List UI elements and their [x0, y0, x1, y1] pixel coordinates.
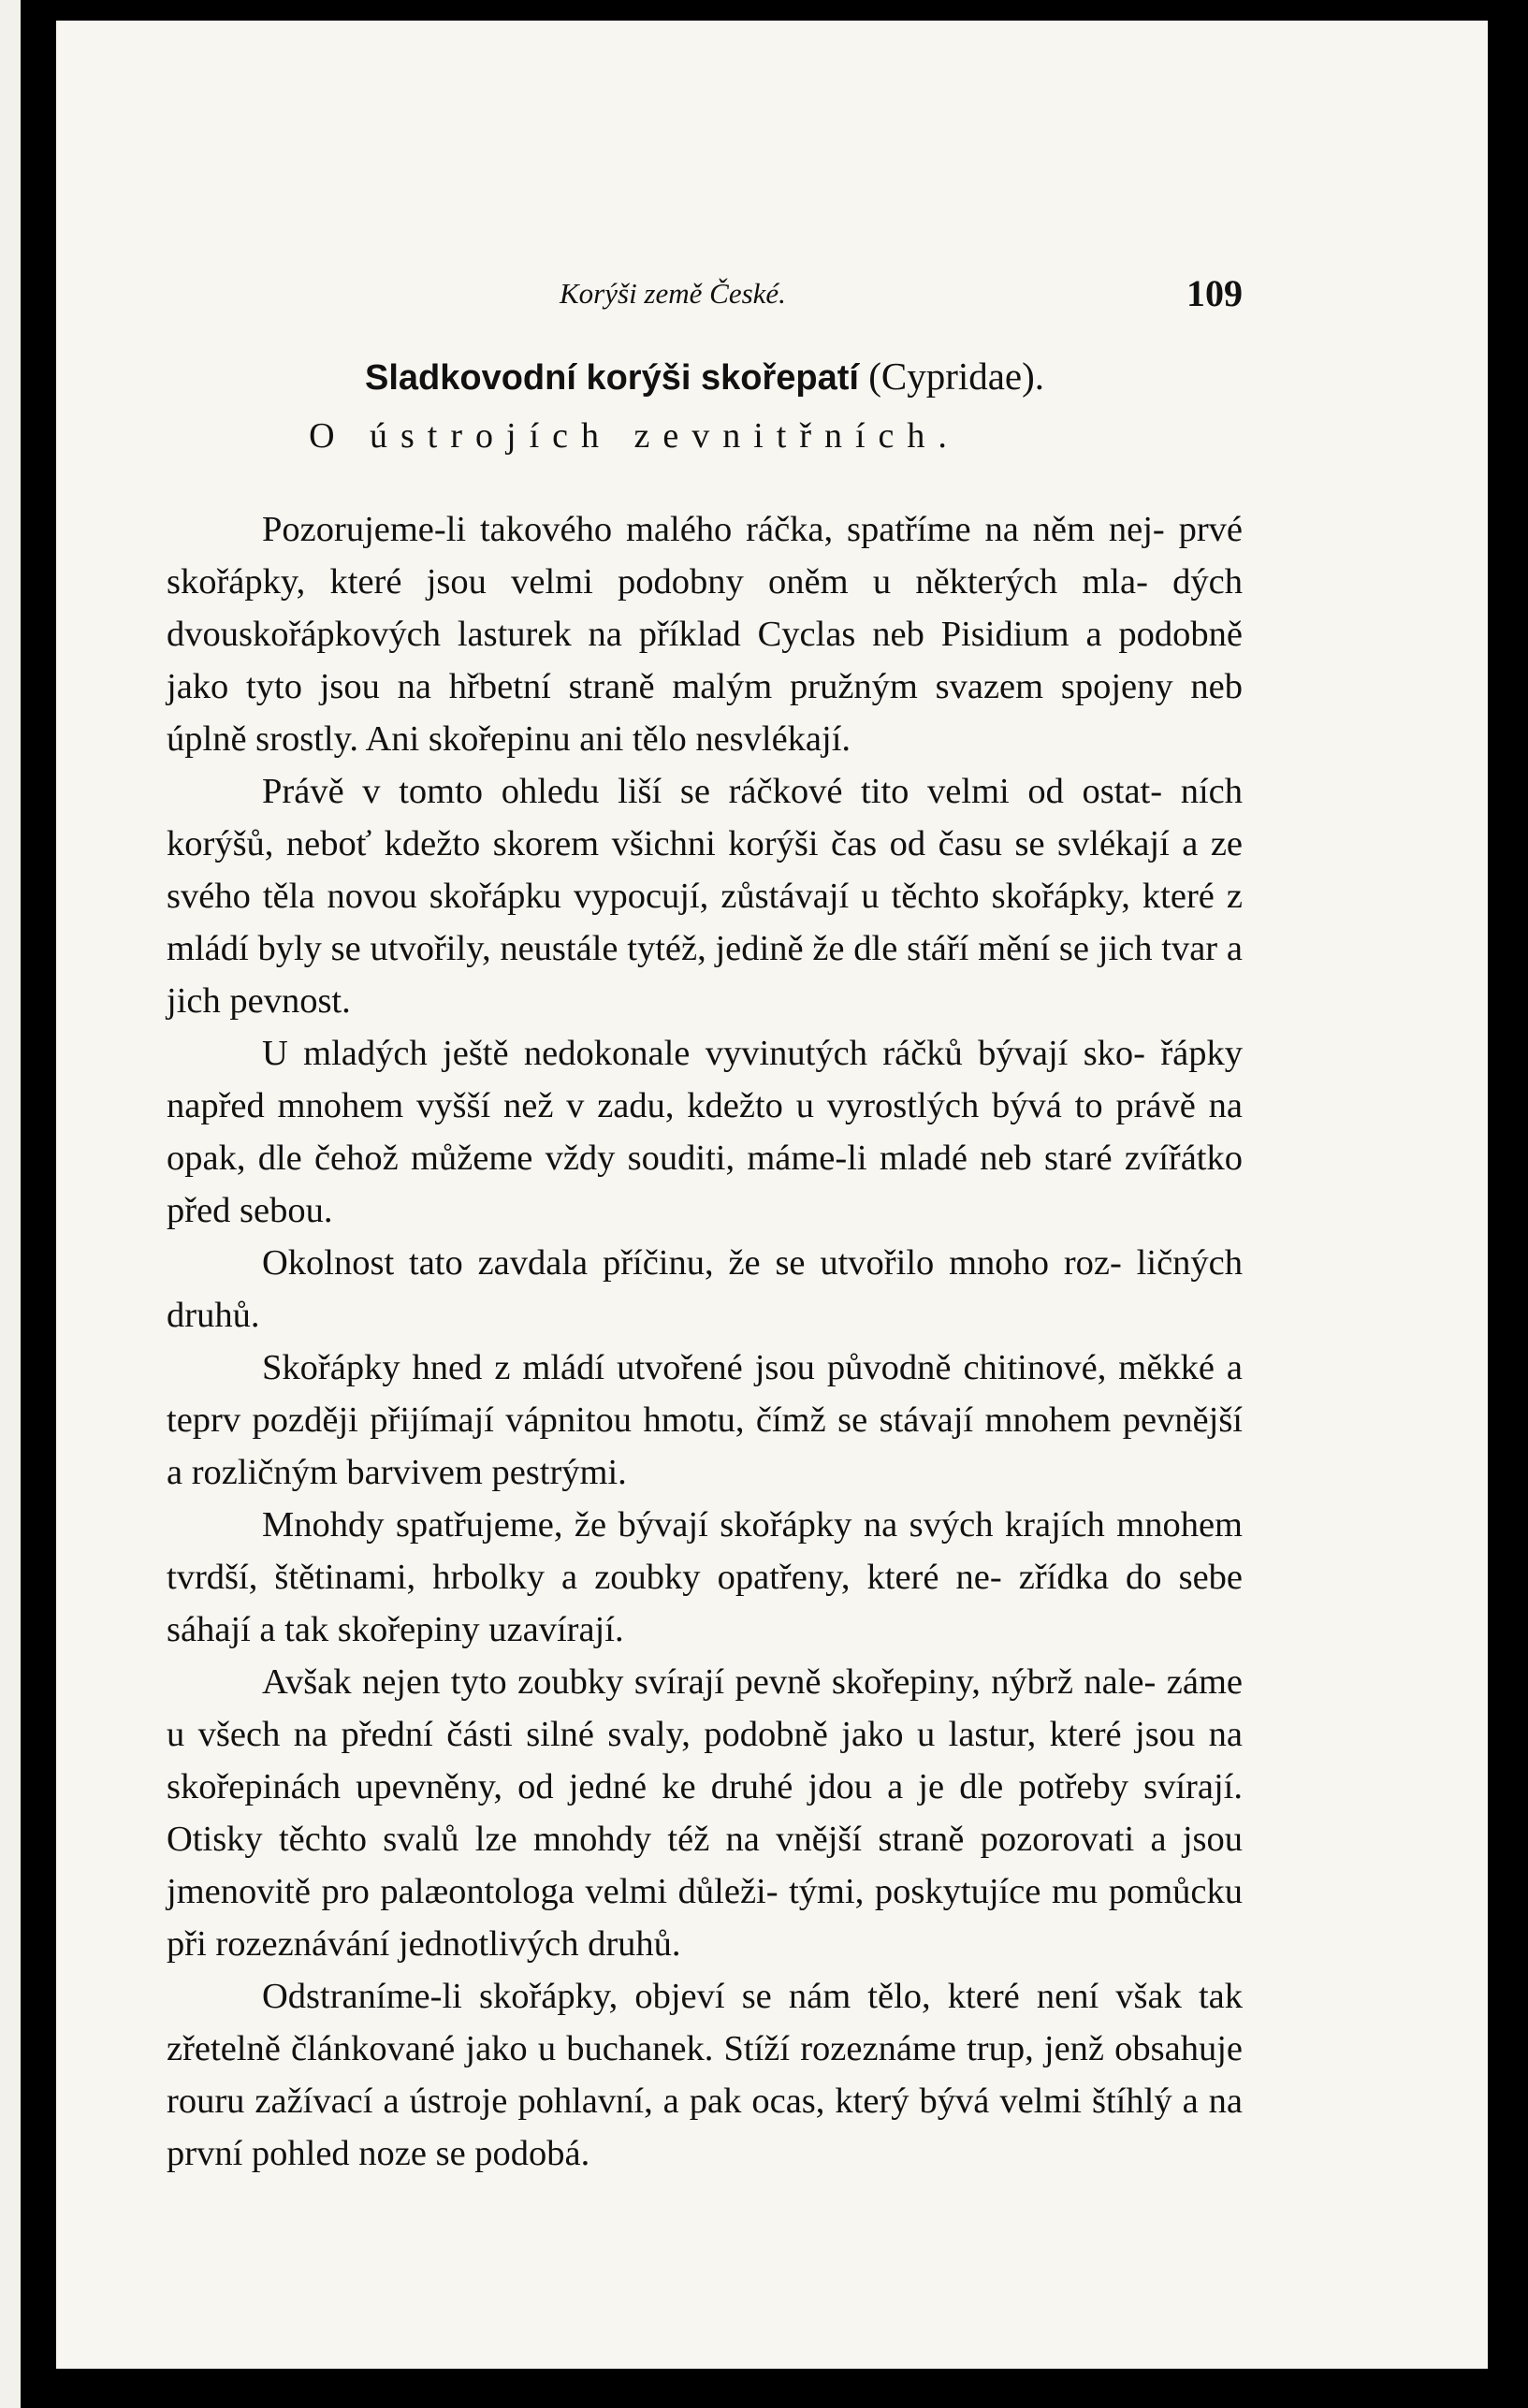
- paragraph: Avšak nejen tyto zoubky svírají pevně skořepiny, nýbrž nale- záme u všech na přední části silné svaly, podobně jako u lastur, které jsou na skořepinách upevněny, od jedné ke druhé jdou a je dle potřeby svírají. Otisky těchto svalů lze mnohdy též na vnější straně pozorovati a jsou jmenovitě pro palæontologa velmi důleži- tými, poskytujíce mu pomůcku při rozeznávání jednotlivých druhů.: [167, 1662, 1243, 1964]
- page-number: 109: [1186, 272, 1243, 314]
- running-head: [167, 271, 1243, 320]
- section-title-main: Sladkovodní korýši skořepatí: [364, 358, 859, 398]
- body-text: [167, 503, 1243, 2180]
- book-spine-edge: [0, 0, 21, 2408]
- paragraph: Skořápky hned z mládí utvořené jsou původně chitinové, měkké a teprv později přijímají vápnitou hmotu, čímž se stávají mnohem pevnější a rozličným barvivem pestrými.: [167, 1348, 1243, 1492]
- section-title-latin: (Cypridae).: [858, 355, 1045, 398]
- paragraph: Odstraníme-li skořápky, objeví se nám tělo, které není však tak zřetelně článkované jako u buchanek. Stíží rozeznáme trup, jenž obsahuje rouru zažívací a ústroje pohlavní, a pak ocas, který bývá velmi štíhlý a na první pohled noze se podobá.: [167, 1977, 1243, 2173]
- paragraph: Právě v tomto ohledu liší se ráčkové tito velmi od ostat- ních korýšů, neboť kdežto skorem všichni korýši čas od času se svlékají a ze svého těla novou skořápku vypocují, zůstávají u těchto skořápky, které z mládí byly se utvořily, neustále tytéž, jedině že dle stáří mění se jich tvar a jich pevnost.: [167, 772, 1243, 1021]
- running-title: Korýši země České.: [560, 277, 786, 310]
- section-subtitle: O ústrojích zevnitřních.: [309, 416, 960, 456]
- page-content: [167, 271, 1243, 2180]
- section-title: [167, 354, 1243, 399]
- book-page: [56, 21, 1488, 2369]
- paragraph: Okolnost tato zavdala příčinu, že se utvořilo mnoho roz- ličných druhů.: [167, 1243, 1243, 1335]
- paragraph: Mnohdy spatřujeme, že bývají skořápky na svých krajích mnohem tvrdší, štětinami, hrbolky a zoubky opatřeny, které ne- zřídka do sebe sáhají a tak skořepiny uzavírají.: [167, 1505, 1243, 1649]
- paragraph: U mladých ještě nedokonale vyvinutých ráčků bývají sko- řápky napřed mnohem vyšší než v zadu, kdežto u vyrostlých bývá to právě na opak, dle čehož můžeme vždy souditi, máme-li mladé neb staré zvířátko před sebou.: [167, 1034, 1243, 1230]
- paragraph: Pozorujeme-li takového malého ráčka, spatříme na něm nej- prvé skořápky, které jsou velmi podobny oněm u některých mla- dých dvouskořápkových lasturek na příklad Cyclas neb Pisidium a podobně jako tyto jsou na hřbetní straně malým pružným svazem spojeny neb úplně srostly. Ani skořepinu ani tělo nesvlékají.: [167, 510, 1243, 759]
